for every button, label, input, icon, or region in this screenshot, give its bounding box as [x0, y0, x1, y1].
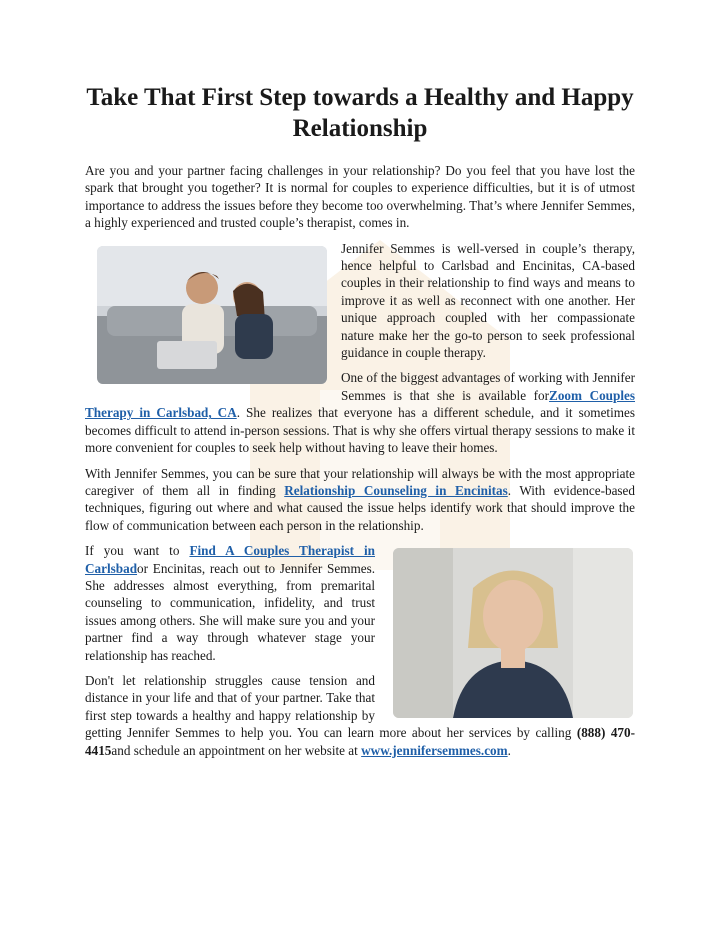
find-text-after: or Encinitas, reach out to Jennifer Semmes. She addresses almost everything, from premarital counseling to communication, infidelity, and trust issues among others. She will make sure you and your partner find a way through whatever stage your relationship has reached.: [85, 560, 375, 663]
therapist-photo: [393, 548, 633, 718]
article: [85, 82, 635, 767]
find-text-before: If you want to: [85, 543, 180, 559]
intro-paragraph: Are you and your partner facing challenges in your relationship? Do you feel that you have lost the spark that brought you together? It is normal for couples to experience difficulties, but it is of utmost importance to address the issues before they become too overwhelming. That’s where Jennifer Semmes, a highly experienced and trusted couple’s therapist, comes in.: [85, 163, 635, 231]
counseling-text-after: . With evidence-based techniques, figuring out where and what caused the issue helps identify work that should improve the flow of communication between each person in the relationship.: [85, 482, 635, 533]
page-title: Take That First Step towards a Healthy and Happy Relationship: [86, 84, 634, 142]
couple-photo-image: [97, 246, 327, 384]
website-link[interactable]: www.jennifersemmes.com: [361, 742, 508, 758]
zoom-text-before: One of the biggest advantages of working with Jennifer Semmes is that she is available for: [341, 370, 635, 403]
relationship-counseling-link[interactable]: Relationship Counseling in Encinitas: [284, 482, 508, 498]
couple-photo: [97, 246, 327, 384]
zoom-text-after: . She realizes that everyone has a different schedule, and it sometimes becomes difficult to attend in-person sessions. That is why she offers virtual therapy sessions to make it more convenient for couples to seek help without having to leave their homes.: [85, 405, 635, 456]
counseling-paragraph: [85, 465, 635, 535]
services-paragraph: Jennifer Semmes is well-versed in couple’s therapy, hence helpful to Carlsbad and Encinitas, CA-based couples in their relationship to find ways and means to improve it as well as reconnect with one another. Her unique approach coupled with her compassionate nature make her the go-to person to seek professional guidance in couple therapy.: [341, 240, 635, 361]
therapist-photo-image: [393, 548, 633, 718]
find-couples-therapist-link[interactable]: Find A Couples Therapist in Carlsbad: [85, 543, 376, 576]
counseling-text-before: With Jennifer Semmes, you can be sure that your relationship will always be with the most appropriate caregiver of them all in finding: [85, 465, 635, 498]
closing-text-middle: and schedule an appointment on her website at: [111, 742, 358, 758]
phone-number: (888) 470-4415: [85, 725, 635, 758]
zoom-therapy-link[interactable]: Zoom Couples Therapy in Carlsbad, CA: [85, 387, 636, 421]
closing-text-end: .: [507, 742, 511, 758]
closing-text-before: Don't let relationship struggles cause tension and distance in your life and that of your partner. Take that first step towards a healthy and happy relationship by getting Jennifer Semmes to help you. You can learn more about her services by calling: [85, 672, 572, 741]
